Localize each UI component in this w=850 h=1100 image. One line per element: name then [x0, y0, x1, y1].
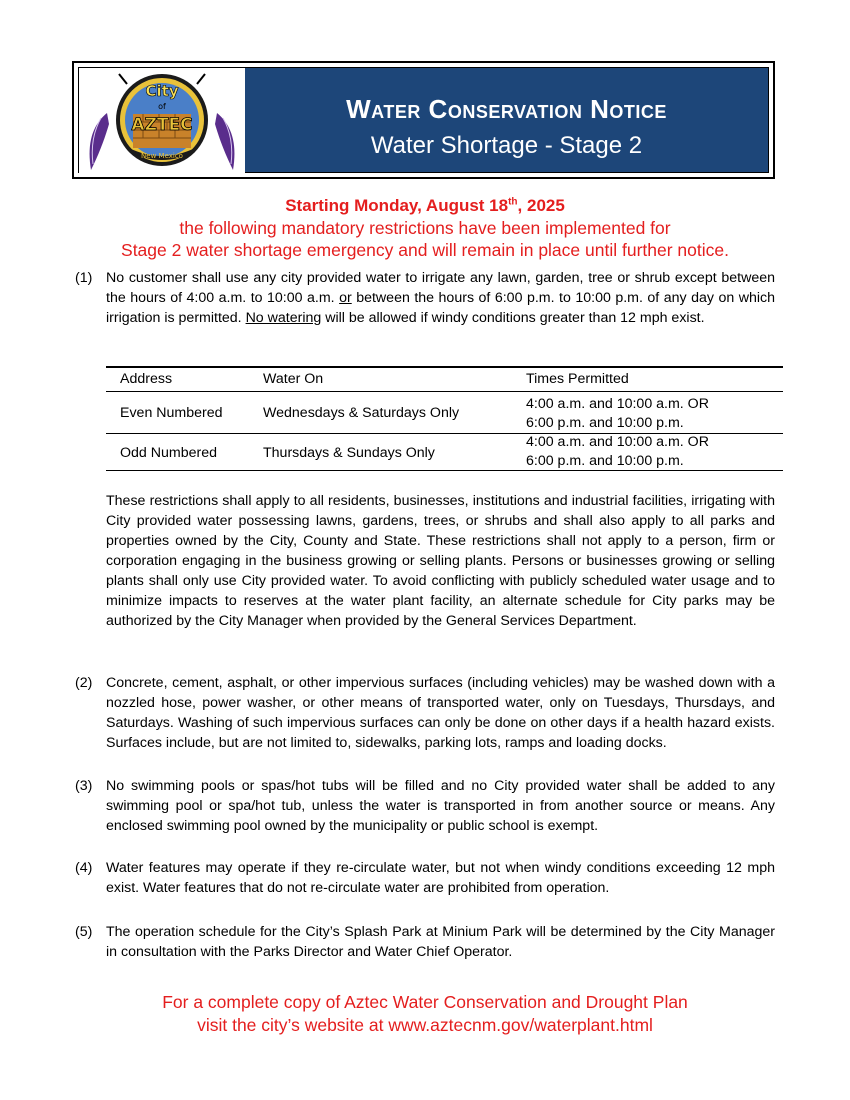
- table-cell-water-on: Wednesdays & Saturdays Only: [263, 405, 460, 421]
- table-cell-times-2: 6:00 p.m. and 10:00 p.m.: [526, 453, 684, 469]
- restrictions-paragraph: These restrictions shall apply to all residents, businesses, institutions and industrial facilities, irrigating with City provided water possessing lawns, gardens, trees, or shrubs and shall also apply to all parks and properties owned by the City, County and State. These restrictions shall not apply to a person, firm or corporation engaging in the business growing or selling plants. Persons or businesses growing or selling plants shall only use City provided water. To avoid conflicting with publicly scheduled water usage and to minimize impacts to reserves at the water plant facility, an alternate schedule for City parks may be authorized by the City Manager when provided by the General Services Department.: [106, 493, 775, 629]
- city-logo: [79, 68, 245, 176]
- restriction-item-1: (1) No customer shall use any city provided water to irrigate any lawn, garden, tree or shrub except between the hours of 4:00 a.m. to 10:00 a.m. or between the hours of 6:00 p.m. to 10:00 p.m. of any day on which irrigation is permitted. No watering will be allowed if windy conditions greater than 12 mph exist.: [75, 270, 776, 326]
- table-header-address: Address: [120, 371, 173, 387]
- restriction-item-4: (4) Water features may operate if they re-circulate water, but not when windy conditions exceeding 12 mph exist. Water features that do not re-circulate water are prohibited from operation.: [75, 860, 775, 896]
- table-cell-address: Odd Numbered: [120, 445, 217, 461]
- svg-text:New Mexico: New Mexico: [141, 152, 183, 160]
- start-date-line: Starting Monday, August 18th, 2025: [285, 196, 565, 215]
- table-header-water-on: Water On: [263, 371, 324, 387]
- restriction-item-3: (3) No swimming pools or spas/hot tubs will be filled and no City provided water shall be added to any swimming pool or spa/hot tub, unless the water is transported in from another source or means. Any enclosed swimming pool owned by the municipality or public school is exempt.: [75, 778, 775, 834]
- feather-right-icon: [215, 113, 234, 170]
- intro-line-2: the following mandatory restrictions have been implemented for: [179, 218, 671, 238]
- notice-title: Water Conservation Notice: [346, 94, 667, 124]
- table-cell-times-2: 6:00 p.m. and 10:00 p.m.: [526, 415, 684, 431]
- header-banner: [72, 61, 775, 179]
- svg-text:AZTEC: AZTEC: [131, 115, 193, 135]
- intro-line-3: Stage 2 water shortage emergency and will remain in place until further notice.: [121, 240, 729, 260]
- restriction-item-2: (2) Concrete, cement, asphalt, or other impervious surfaces (including vehicles) may be washed down with a nozzled hose, power washer, or other means of transported water, only on Tuesdays, Thursdays, and Saturdays. Washing of such impervious surfaces can only be done on other days if a health hazard exists. Surfaces include, but are not limited to, sidewalks, parking lots, ramps and loading docks.: [75, 675, 775, 751]
- table-cell-water-on: Thursdays & Sundays Only: [263, 445, 435, 461]
- title-banner: [245, 68, 768, 172]
- table-cell-times-1: 4:00 a.m. and 10:00 a.m. OR: [526, 434, 709, 450]
- svg-text:City: City: [145, 82, 179, 100]
- svg-text:of: of: [158, 102, 166, 111]
- table-cell-address: Even Numbered: [120, 405, 223, 421]
- table-cell-times-1: 4:00 a.m. and 10:00 a.m. OR: [526, 396, 709, 412]
- feather-left-icon: [90, 113, 109, 170]
- notice-subtitle: Water Shortage - Stage 2: [370, 132, 643, 159]
- restriction-item-5: (5) The operation schedule for the City’s Splash Park at Minium Park will be determined by the City Manager in consultation with the Parks Director and Water Chief Operator.: [75, 924, 775, 960]
- table-header-times: Times Permitted: [526, 371, 629, 387]
- footer-line-2: visit the city’s website at www.aztecnm.gov/waterplant.html: [197, 1015, 653, 1035]
- footer-line-1: For a complete copy of Aztec Water Conservation and Drought Plan: [162, 992, 688, 1012]
